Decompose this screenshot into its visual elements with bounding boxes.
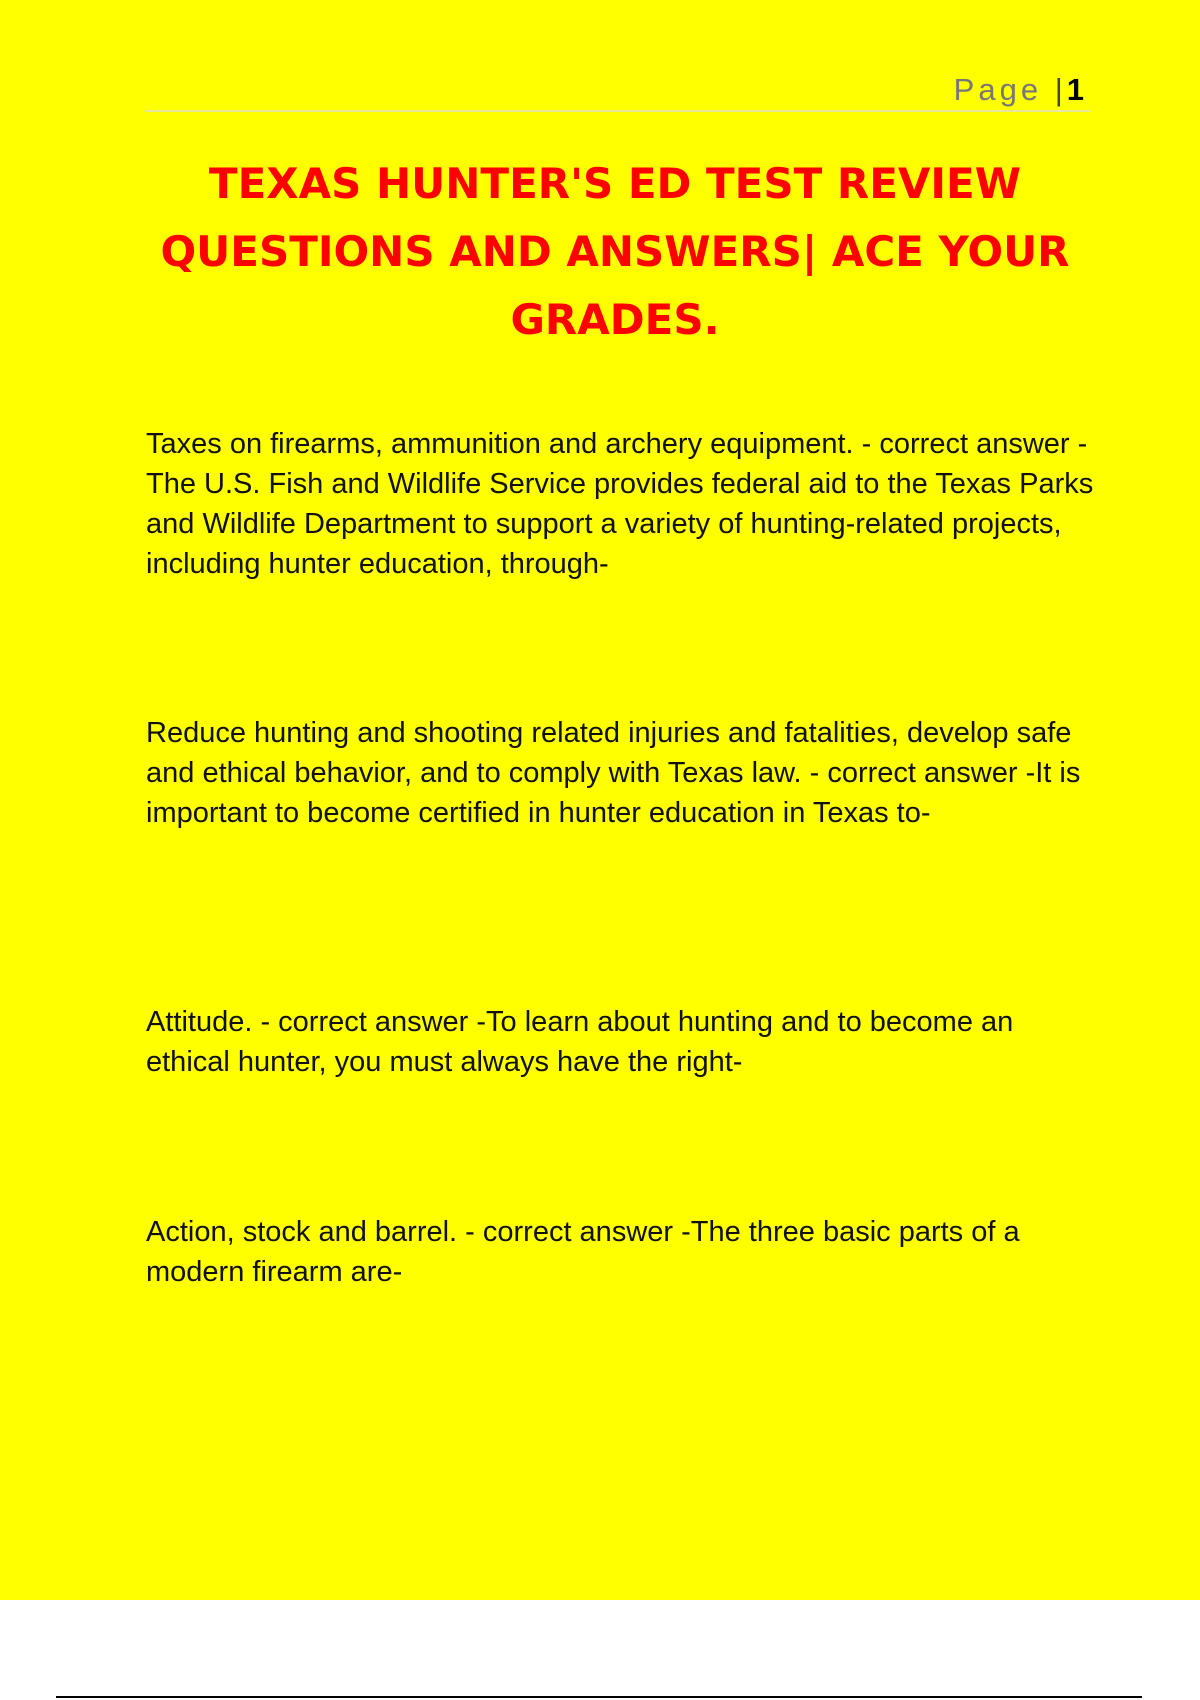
page-number: 1 [1066, 72, 1084, 107]
qa-item: Action, stock and barrel. - correct answer -The three basic parts of a modern firearm are- [146, 1216, 1020, 1288]
page-number-label [954, 72, 1084, 108]
qa-item: Reduce hunting and shooting related injuries and fatalities, develop safe and ethical behavior, and to comply with Texas law. - correct answer -It is important to become certified in hunter education in Texas to- [146, 717, 1081, 829]
page-header [145, 70, 1090, 112]
page-separator: | [1054, 72, 1063, 107]
document-title: TEXAS HUNTER'S ED TEST REVIEW QUESTIONS AND ANSWERS| ACE YOUR GRADES. [160, 159, 1070, 344]
page-word: Page [953, 72, 1043, 107]
qa-item: Attitude. - correct answer -To learn about hunting and to become an ethical hunter, you must always have the right- [146, 1006, 1014, 1078]
footer-divider [56, 1696, 1142, 1698]
qa-item: Taxes on firearms, ammunition and archery equipment. - correct answer -The U.S. Fish and Wildlife Service provides federal aid to the Texas Parks and Wildlife Department to support a variety of hunting-related projects, including hunter education, through- [146, 428, 1094, 580]
